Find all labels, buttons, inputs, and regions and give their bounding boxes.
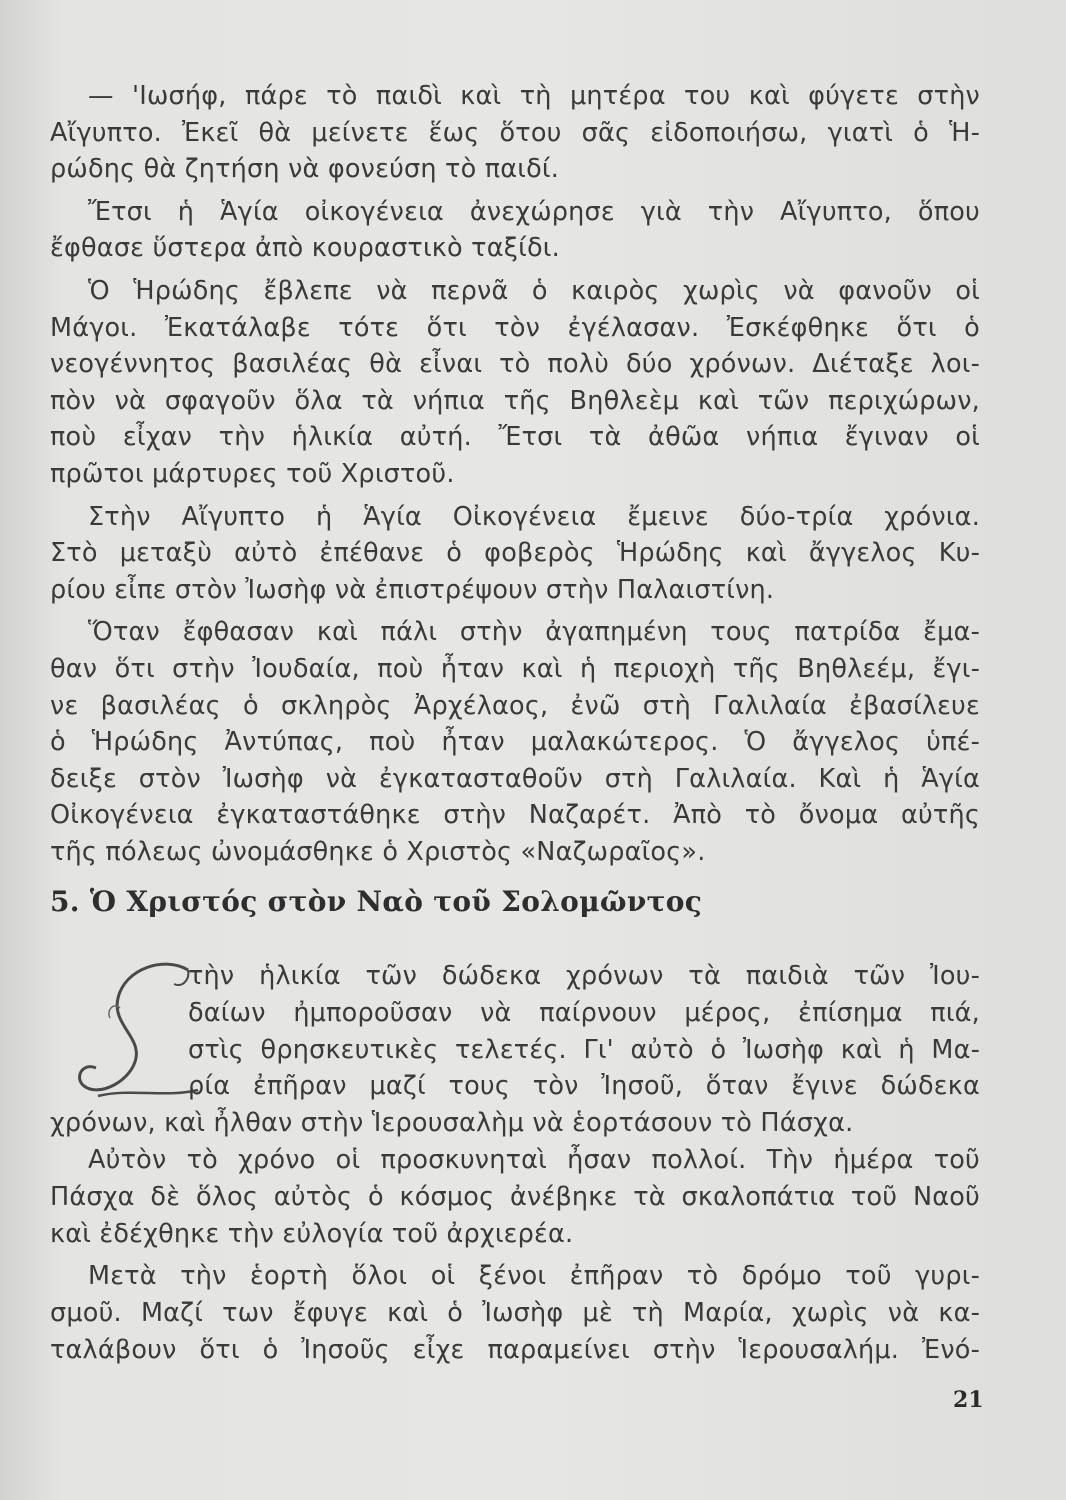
paragraph-4 (50, 499, 980, 609)
text-line: Αὐτὸν τὸ χρόνο οἱ προσκυνηταὶ ἦσαν πολλοί. Τὴν ἡμέρα τοῦ (88, 1144, 980, 1175)
section-heading: 5. Ὁ Χριστός στὸν Ναὸ τοῦ Σολομῶντος (50, 885, 703, 918)
paragraph-2 (50, 194, 980, 267)
text-line: σμοῦ. Μαζί των ἔφυγε καὶ ὁ Ἰωσὴφ μὲ τὴ Μαρία, χωρὶς νὰ κα- (50, 1298, 980, 1329)
text-line: τῆς πόλεως ὠνομάσθηκε ὁ Χριστὸς «Ναζωραῖος». (50, 836, 706, 867)
paragraph-6 (50, 1142, 980, 1252)
text-line: Ἔτσι ἡ Ἁγία οἰκογένεια ἀνεχώρησε γιὰ τὴν Αἴγυπτο, ὅπου (88, 196, 980, 227)
text-line: ὁ Ἡρώδης Ἀντύπας, ποὺ ἦταν μαλακώτερος. Ὁ ἄγγελος ὑπέ- (50, 727, 980, 758)
text-line: Οἰκογένεια ἐγκαταστάθηκε στὴν Ναζαρέτ. Ἀπὸ τὸ ὄνομα αὐτῆς (50, 800, 980, 831)
text-line: ἔφθασε ὕστερα ἀπὸ κουραστικὸ ταξίδι. (50, 233, 560, 264)
text-line: τὴν ἡλικία τῶν δώδεκα χρόνων τὰ παιδιὰ τῶν Ἰου- (188, 961, 980, 991)
text-line: ρίου εἶπε στὸν Ἰωσὴφ νὰ ἐπιστρέψουν στὴν Παλαιστίνη. (50, 574, 775, 605)
text-line: Ὁ Ἡρώδης ἔβλεπε νὰ περνᾶ ὁ καιρὸς χωρὶς νὰ φανοῦν οἱ (88, 275, 980, 306)
text-line: Στὸ μεταξὺ αὐτὸ ἐπέθανε ὁ φοβερὸς Ἡρώδης καὶ ἄγγελος Κυ- (50, 538, 980, 569)
text-line: Μάγοι. Ἐκατάλαβε τότε ὅτι τὸν ἐγέλασαν. Ἐσκέφθηκε ὅτι ὁ (50, 312, 980, 343)
text-line: Ὅταν ἔφθασαν καὶ πάλι στὴν ἀγαπημένη τους πατρίδα ἔμα- (88, 617, 980, 648)
paragraph-5 (50, 614, 980, 870)
text-line: χρόνων, καὶ ἦλθαν στὴν Ἱερουσαλὴμ νὰ ἑορτάσουν τὸ Πάσχα. (50, 1108, 854, 1139)
text-line: νεογέννητος βασιλέας θὰ εἶναι τὸ πολὺ δύο χρόνων. Διέταξε λοι- (50, 349, 980, 380)
text-line: δαίων ἠμποροῦσαν νὰ παίρνουν μέρος, ἐπίσημα πιά, (188, 997, 980, 1028)
text-line: νε βασιλέας ὁ σκληρὸς Ἀρχέλαος, ἐνῶ στὴ Γαλιλαία ἐβασίλευε (50, 690, 980, 721)
text-line: καὶ ἐδέχθηκε τὴν εὐλογία τοῦ ἀρχιερέα. (50, 1218, 574, 1249)
paragraph-1 (50, 78, 980, 188)
text-line: Μετὰ τὴν ἑορτὴ ὅλοι οἱ ξένοι ἐπῆραν τὸ δρόμο τοῦ γυρι- (88, 1261, 980, 1292)
text-line: ρώδης θὰ ζητήση νὰ φονεύση τὸ παιδί. (50, 154, 560, 185)
text-line: Πάσχα δὲ ὅλος αὐτὸς ὁ κόσμος ἀνέβηκε τὰ σκαλοπάτια τοῦ Ναοῦ (50, 1181, 980, 1212)
text-line: Στὴν Αἴγυπτο ἡ Ἁγία Οἰκογένεια ἔμεινε δύο-τρία χρόνια. (88, 501, 980, 532)
text-line: ποὺ εἶχαν τὴν ἡλικία αὐτή. Ἔτσι τὰ ἀθῶα νήπια ἔγιναν οἱ (50, 422, 980, 453)
text-line: πρῶτοι μάρτυρες τοῦ Χριστοῦ. (50, 458, 455, 489)
body-text-bottom (50, 958, 980, 1369)
page-number: 21 (953, 1387, 984, 1413)
paragraph-3 (50, 273, 980, 493)
text-line: θαν ὅτι στὴν Ἰουδαία, ποὺ ἦταν καὶ ἡ περιοχὴ τῆς Βηθλεέμ, ἔγι- (50, 653, 980, 684)
text-line: ρία ἐπῆραν μαζί τους τὸν Ἰησοῦ, ὅταν ἔγινε δώδεκα (188, 1071, 980, 1102)
text-line: — 'Ιωσήφ, πάρε τὸ παιδὶ καὶ τὴ μητέρα του καὶ φύγετε στὴν (88, 81, 980, 111)
dropcap-paragraph (50, 958, 980, 1142)
text-line: στὶς θρησκευτικὲς τελετές. Γι' αὐτὸ ὁ Ἰωσὴφ καὶ ἡ Μα- (188, 1034, 980, 1065)
paragraph-7 (50, 1258, 980, 1368)
text-line: δειξε στὸν Ἰωσὴφ νὰ ἐγκατασταθοῦν στὴ Γαλιλαία. Καὶ ἡ Ἁγία (50, 763, 980, 794)
text-line: Αἴγυπτο. Ἐκεῖ θὰ μείνετε ἕως ὅτου σᾶς εἰδοποιήσω, γιατὶ ὁ Ἡ- (50, 117, 980, 148)
text-line: πὸν νὰ σφαγοῦν ὅλα τὰ νήπια τῆς Βηθλεὲμ καὶ τῶν περιχώρων, (50, 385, 980, 416)
body-text-top (50, 78, 980, 876)
text-line: ταλάβουν ὅτι ὁ Ἰησοῦς εἶχε παραμείνει στὴν Ἱερουσαλήμ. Ἐνό- (50, 1334, 980, 1365)
